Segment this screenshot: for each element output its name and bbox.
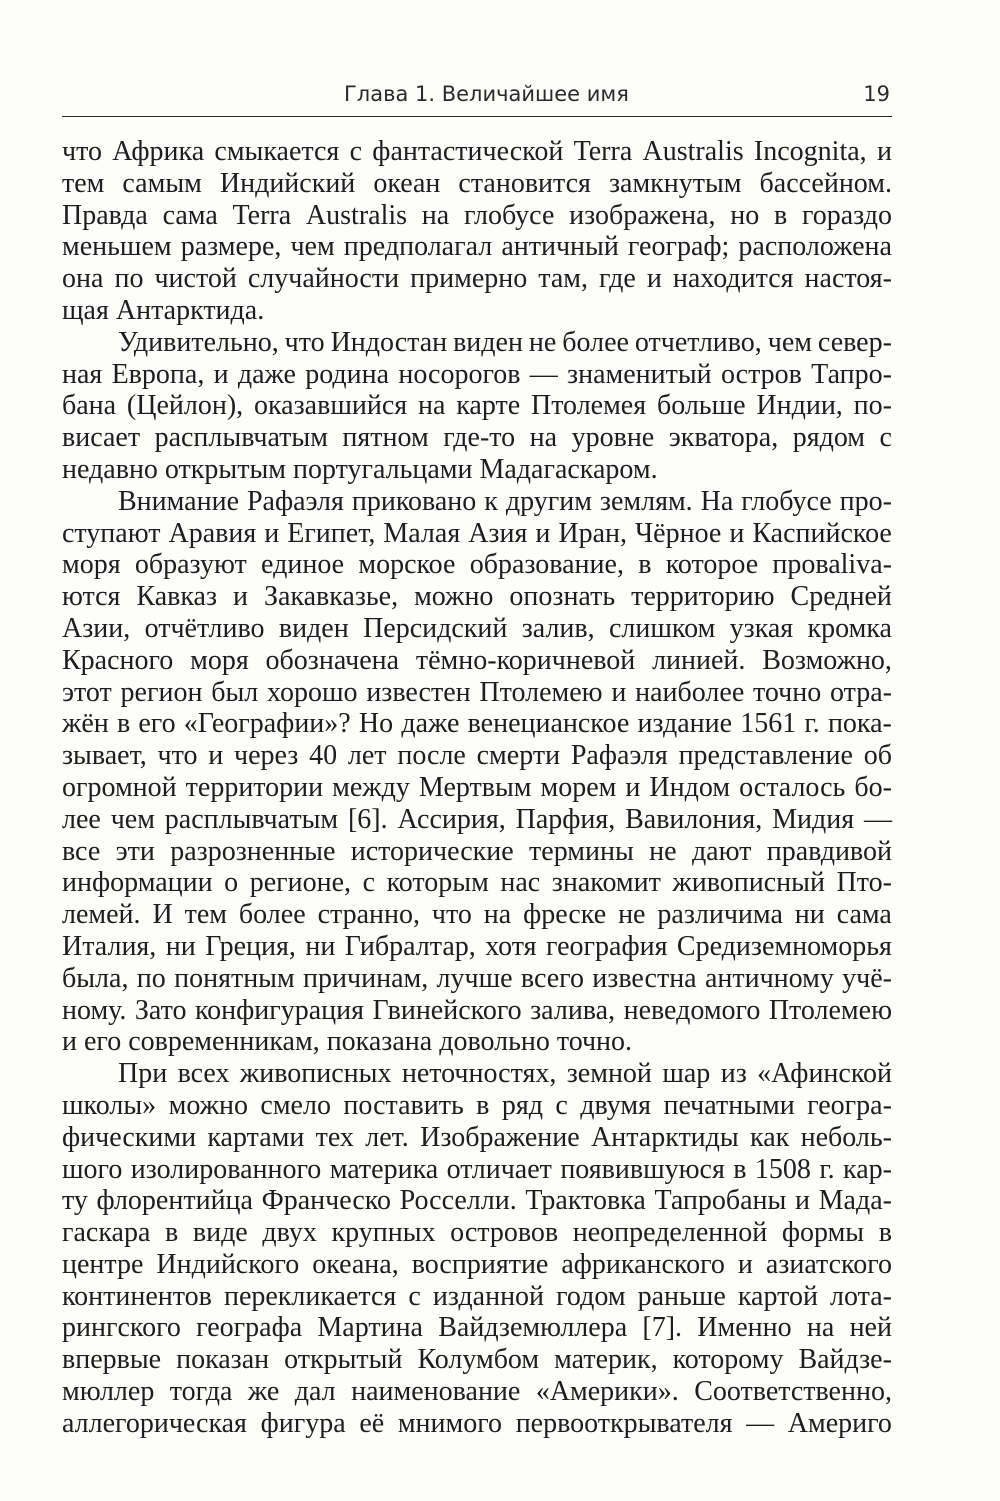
text-line: континентов перекликается с изданной годом раньше картой лота-	[62, 1280, 892, 1312]
text-line: недавно открытым португальцами Мадагаскаром.	[62, 453, 658, 485]
text-line: При всех живописных неточностях, земной шар из «Афинской	[118, 1058, 892, 1090]
text-line: гаскара в виде двух крупных островов неопределенной формы в	[62, 1217, 892, 1249]
text-line: ются Кавказ и Закавказье, можно опознать территорию Средней	[62, 581, 892, 613]
text-line: мюллер тогда же дал наименование «Америки». Соответственно,	[62, 1376, 892, 1408]
text-line: Красного моря обозначена тёмно-коричневой линией. Возможно,	[62, 644, 892, 676]
text-line: этот регион был хорошо известен Птолемею и наиболее точно отра-	[62, 676, 892, 708]
text-line: ному. Зато конфигурация Гвинейского залива, неведомого Птолемею	[62, 994, 892, 1026]
text-line: Правда сама Terra Australis на глобусе изображена, но в гораздо	[62, 199, 892, 231]
text-line: лее чем расплывчатым [6]. Ассирия, Парфия, Вавилония, Мидия —	[62, 803, 892, 835]
text-line: школы» можно смело поставить в ряд с двумя печатными геогра-	[62, 1089, 892, 1121]
text-line: впервые показан открытый Колумбом материк, которому Вайдзе-	[62, 1344, 892, 1376]
text-line: Удивительно, что Индостан виден не более отчетливо, чем север-	[118, 326, 892, 358]
text-line: висает расплывчатым пятном где-то на уровне экватора, рядом с	[62, 422, 892, 454]
text-line: жён в его «Географии»? Но даже венецианское издание 1561 г. пока-	[62, 708, 892, 740]
text-line: центре Индийского океана, восприятие африканского и азиатского	[62, 1248, 892, 1280]
text-line: информации о регионе, с которым нас знакомит живописный Пто-	[62, 867, 892, 899]
text-line: Италия, ни Греция, ни Гибралтар, хотя география Средиземноморья	[62, 930, 892, 962]
text-line: тем самым Индийский океан становится замкнутым бассейном.	[62, 167, 892, 199]
text-line: Внимание Рафаэля приковано к другим землям. На глобусе про-	[118, 485, 892, 517]
text-line: что Африка смыкается с фантастической Terra Australis Incognita, и	[62, 136, 892, 167]
text-line: лемей. И тем более странно, что на фреске не различима ни сама	[62, 899, 892, 931]
text-line: ту флорентийца Франческо Росселли. Трактовка Тапробаны и Мада-	[62, 1185, 892, 1217]
text-line: огромной территории между Мертвым морем и Индом осталось бо-	[62, 771, 892, 803]
text-line: шого изолированного материка отличает появившуюся в 1508 г. кар-	[62, 1153, 892, 1185]
text-line: Азии, отчётливо виден Персидский залив, слишком узкая кромка	[62, 612, 892, 644]
text-line: аллегорическая фигура её мнимого первооткрывателя — Америго	[62, 1407, 892, 1439]
text-line: все эти разрозненные исторические термины не дают правдивой	[62, 835, 892, 867]
text-line: меньшем размере, чем предполагал античный географ; расположена	[62, 231, 892, 263]
chapter-title: Глава 1. Величайшее имя	[344, 82, 629, 106]
text-line: бана (Цейлон), оказавшийся на карте Птолемея больше Индии, по-	[62, 390, 892, 422]
text-line: была, по понятным причинам, лучше всего известна античному учё-	[62, 962, 892, 994]
running-header	[62, 78, 892, 117]
text-line: фическими картами тех лет. Изображение Антарктиды как неболь-	[62, 1121, 892, 1153]
text-line: она по чистой случайности примерно там, где и находится настоя-	[62, 263, 892, 295]
page-number: 19	[863, 82, 890, 106]
text-line: щая Антарктида.	[62, 294, 265, 326]
text-line: и его современникам, показана довольно точно.	[62, 1026, 633, 1058]
body-text	[62, 136, 892, 1440]
text-line: зывает, что и через 40 лет после смерти Рафаэля представление об	[62, 740, 892, 772]
text-line: ступают Аравия и Египет, Малая Азия и Иран, Чёрное и Каспийское	[62, 517, 892, 549]
text-line: моря образуют единое морское образование, в которое проваliva-	[62, 549, 892, 581]
text-line: ная Европа, и даже родина носорогов — знаменитый остров Тапро-	[62, 358, 892, 390]
text-line: рингского географа Мартина Вайдземюллера [7]. Именно на ней	[62, 1312, 892, 1344]
